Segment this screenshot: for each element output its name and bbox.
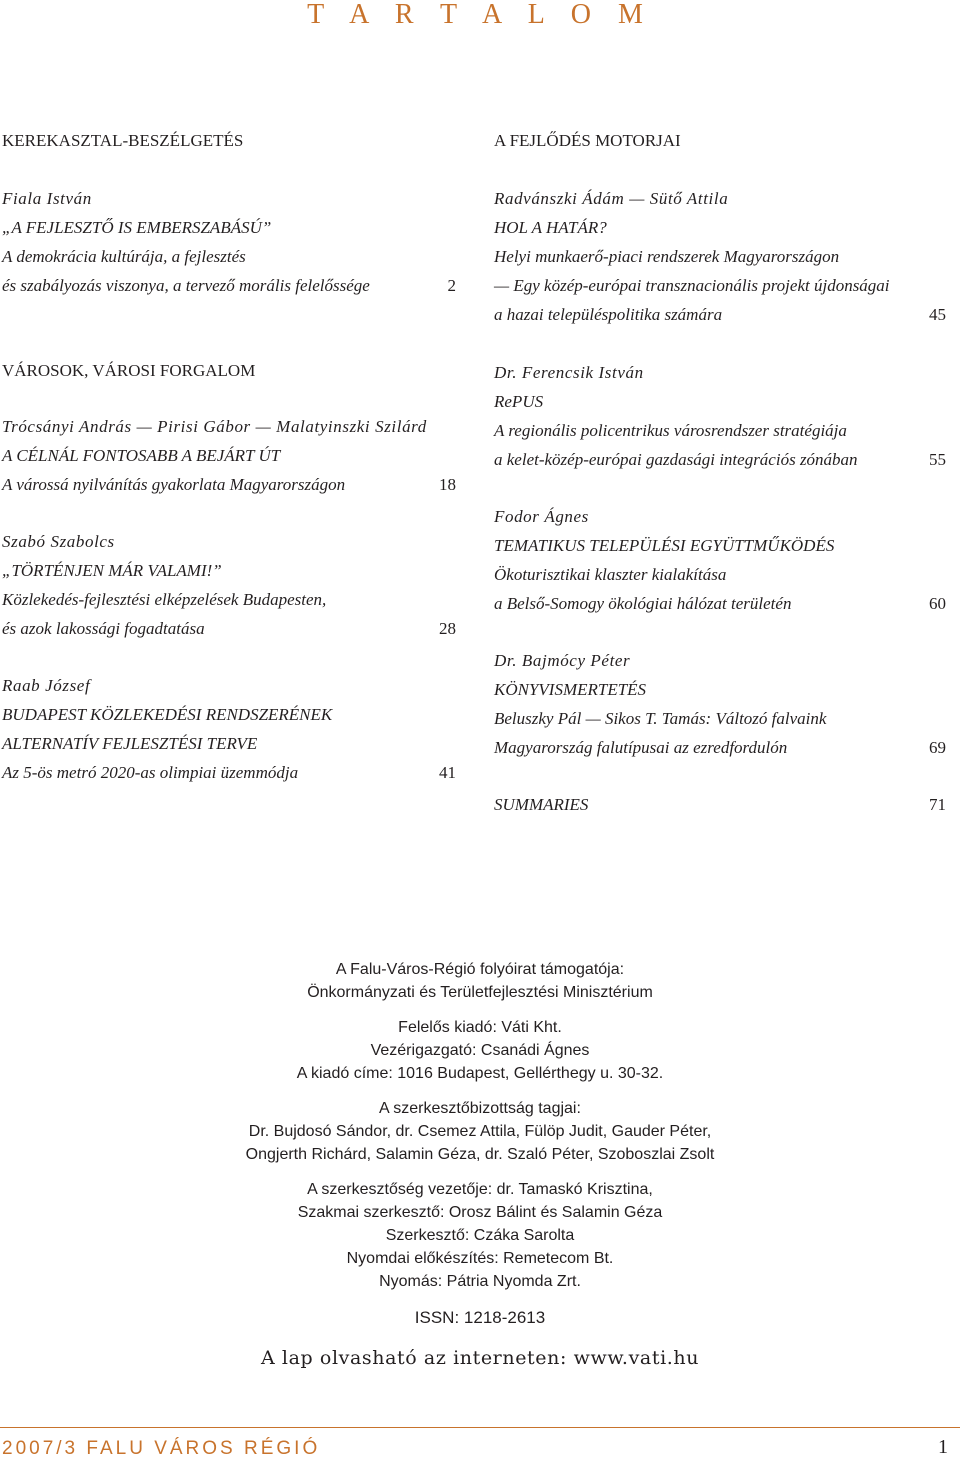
staff-line: Nyomás: Pátria Nyomda Zrt.: [379, 1273, 581, 1290]
entry-author: Dr. Ferencsik István: [494, 363, 644, 382]
toc-entry-bajmocy[interactable]: [494, 646, 946, 762]
entry-page-number: 18: [439, 475, 456, 494]
supporter-name: Önkormányzati és Területfejlesztési Minisztérium: [307, 984, 653, 1001]
entry-subtitle-text: és azok lakossági fogadtatása: [2, 619, 205, 638]
staff-line: A szerkesztőség vezetője: dr. Tamaskó Krisztina,: [307, 1181, 653, 1198]
staff-line: Szakmai szerkesztő: Orosz Bálint és Salamin Géza: [297, 1204, 663, 1221]
section-kerekasztal: [2, 128, 456, 300]
entry-title: „A FEJLESZTŐ IS EMBERSZABÁSÚ”: [2, 218, 272, 237]
issn: ISSN: 1218-2613: [414, 1308, 546, 1327]
staff-line: Szerkesztő: Czáka Sarolta: [385, 1227, 575, 1244]
entry-author: Fiala István: [2, 189, 92, 208]
entry-subtitle-last: [2, 271, 456, 300]
toc-entry-radvanszki[interactable]: [494, 184, 946, 329]
entry-title: BUDAPEST KÖZLEKEDÉSI RENDSZERÉNEK: [2, 705, 333, 724]
entry-page-number: 41: [439, 763, 456, 782]
entry-subtitle: Közlekedés-fejlesztési elképzelések Budapesten,: [2, 590, 327, 609]
entry-subtitle: Ökoturisztikai klaszter kialakítása: [494, 565, 727, 584]
entry-subtitle: — Egy közép-európai transznacionális projekt újdonságai: [494, 276, 890, 295]
summaries-label: SUMMARIES: [494, 795, 589, 814]
imprint-credits: [0, 958, 960, 1373]
entry-page-number: 55: [929, 450, 946, 469]
publisher-line: Felelős kiadó: Váti Kht.: [398, 1019, 562, 1036]
toc-entry-trocsanyi[interactable]: [2, 412, 456, 499]
supporter-label: A Falu-Város-Régió folyóirat támogatója:: [335, 961, 625, 978]
entry-page-number: 2: [447, 276, 456, 295]
entry-subtitle-last: [494, 733, 946, 762]
entry-author: Raab József: [2, 676, 91, 695]
entry-subtitle: A demokrácia kultúrája, a fejlesztés: [2, 247, 246, 266]
entry-subtitle: Beluszky Pál — Sikos T. Tamás: Változó falvaink: [494, 709, 827, 728]
section-title: VÁROSOK, VÁROSI FORGALOM: [2, 361, 256, 380]
entry-subtitle-last: [494, 445, 946, 474]
entry-subtitle-text: és szabályozás viszonya, a tervező morális felelőssége: [2, 276, 370, 295]
entry-title: HOL A HATÁR?: [494, 218, 607, 237]
page-title: T A R T A L O M: [307, 0, 653, 30]
section-fejlodes: [494, 128, 946, 329]
entry-page-number: 69: [929, 738, 946, 757]
entry-title-cont: ALTERNATÍV FEJLESZTÉSI TERVE: [2, 734, 258, 753]
entry-title: RePUS: [494, 392, 544, 411]
entry-page-number: 28: [439, 619, 456, 638]
toc-entry-summaries[interactable]: [494, 790, 946, 819]
toc-entry-fiala[interactable]: [2, 184, 456, 300]
footer-page-number: 1: [938, 1436, 948, 1458]
entry-author: Radvánszki Ádám — Sütő Attila: [494, 189, 729, 208]
section-title: KEREKASZTAL-BESZÉLGETÉS: [2, 131, 244, 150]
entry-author: Trócsányi András — Pirisi Gábor — Malatyinszki Szilárd: [2, 417, 427, 436]
entry-subtitle-last: [494, 300, 946, 329]
entry-subtitle: Helyi munkaerő-piaci rendszerek Magyarországon: [494, 247, 840, 266]
entry-page-number: 60: [929, 594, 946, 613]
entry-page-number: 45: [929, 305, 946, 324]
staff-line: Nyomdai előkészítés: Remetecom Bt.: [346, 1250, 614, 1267]
website-link[interactable]: A lap olvasható az interneten: www.vati.hu: [260, 1347, 700, 1369]
board-title: A szerkesztőbizottság tagjai:: [379, 1100, 581, 1117]
toc-entry-raab[interactable]: [2, 671, 456, 787]
toc-left-column: [2, 128, 456, 782]
entry-subtitle-text: a Belső-Somogy ökológiai hálózat területén: [494, 594, 792, 613]
board-members: Ongjerth Richárd, Salamin Géza, dr. Szaló Péter, Szoboszlai Zsolt: [245, 1146, 715, 1163]
toc-entry-fodor[interactable]: [494, 502, 946, 618]
section-varosok: [2, 358, 456, 787]
section-right-continued: [494, 358, 946, 819]
entry-subtitle-last: [2, 470, 456, 499]
entry-subtitle-last: [494, 589, 946, 618]
entry-subtitle: A regionális policentrikus városrendszer stratégiája: [494, 421, 847, 440]
board-members: Dr. Bujdosó Sándor, dr. Csemez Attila, Fülöp Judit, Gauder Péter,: [248, 1123, 712, 1140]
entry-title: „TÖRTÉNJEN MÁR VALAMI!”: [2, 561, 222, 580]
entry-title: KÖNYVISMERTETÉS: [494, 680, 647, 699]
toc-right-column: [494, 128, 946, 814]
entry-subtitle-text: A várossá nyilvánítás gyakorlata Magyarországon: [2, 475, 346, 494]
toc-entry-szabo[interactable]: [2, 527, 456, 643]
entry-subtitle-last: [2, 614, 456, 643]
entry-subtitle-text: a hazai településpolitika számára: [494, 305, 723, 324]
entry-subtitle-text: Magyarország falutípusai az ezredfordulón: [494, 738, 788, 757]
director-line: Vezérigazgató: Csanádi Ágnes: [370, 1042, 590, 1059]
toc-entry-ferencsik[interactable]: [494, 358, 946, 474]
footer-rule: [0, 1427, 960, 1428]
entry-author: Fodor Ágnes: [494, 507, 589, 526]
entry-title: A CÉLNÁL FONTOSABB A BEJÁRT ÚT: [2, 446, 281, 465]
section-title: A FEJLŐDÉS MOTORJAI: [494, 131, 681, 150]
entry-page-number: 71: [929, 795, 946, 814]
address-line: A kiadó címe: 1016 Budapest, Gellérthegy u. 30-32.: [296, 1065, 664, 1082]
entry-subtitle-last: [2, 758, 456, 787]
entry-subtitle-text: Az 5-ös metró 2020-as olimpiai üzemmódja: [2, 763, 299, 782]
summaries-line: [494, 790, 946, 819]
entry-subtitle-text: a kelet-közép-európai gazdasági integrációs zónában: [494, 450, 858, 469]
footer-journal: 2007/3 FALU VÁROS RÉGIÓ: [2, 1438, 321, 1459]
entry-author: Dr. Bajmócy Péter: [494, 651, 631, 670]
entry-author: Szabó Szabolcs: [2, 532, 115, 551]
entry-title: TEMATIKUS TELEPÜLÉSI EGYÜTTMŰKÖDÉS: [494, 536, 835, 555]
